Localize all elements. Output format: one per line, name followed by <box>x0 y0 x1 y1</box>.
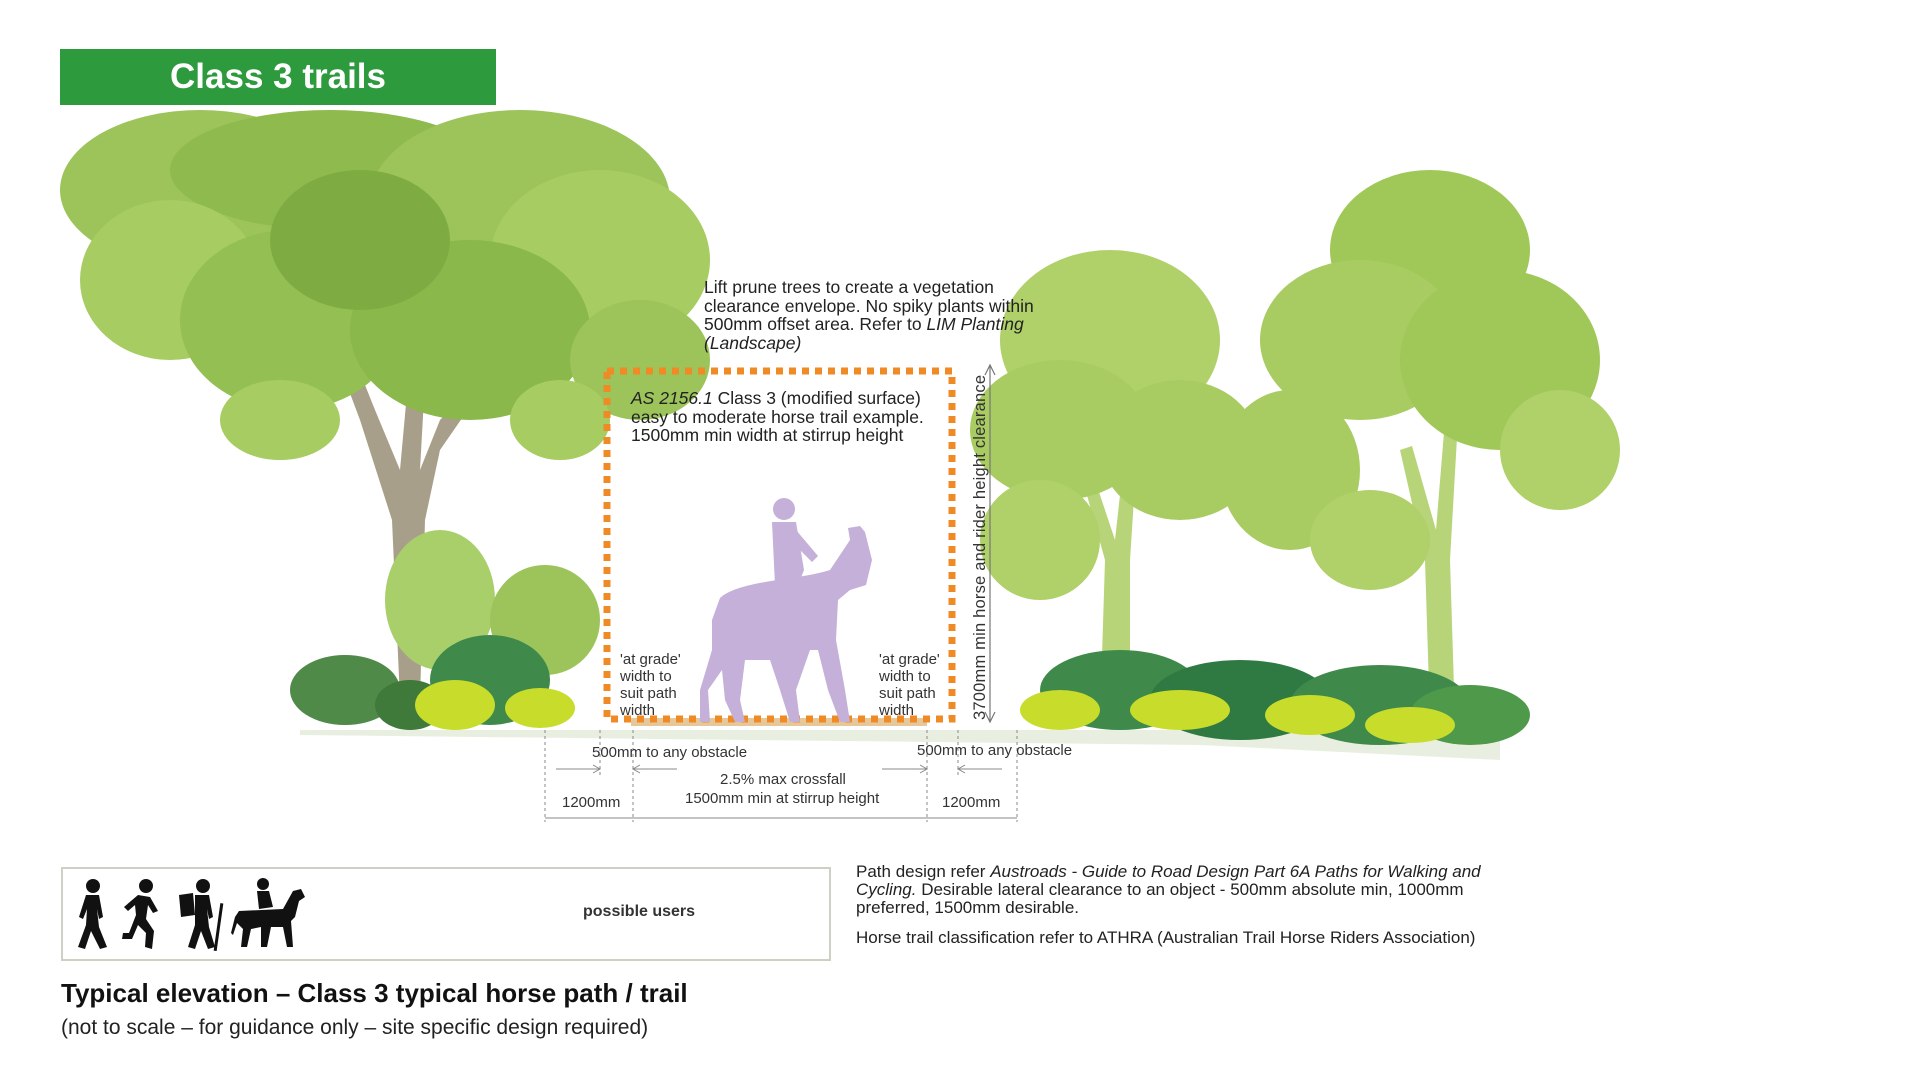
left-eucalyptus-tree <box>60 110 710 700</box>
at-grade-right-line-1: 'at grade' <box>879 651 940 668</box>
standard-note-line-2: easy to moderate horse trail example. <box>631 406 924 427</box>
dim-right-label: 1200mm <box>942 794 1001 811</box>
horse-trail-reference: Horse trail classification refer to ATHRA (Australian Trail Horse Riders Association) <box>856 928 1476 947</box>
at-grade-right-line-3: suit path <box>879 685 936 702</box>
prune-note-line-4 <box>704 334 1064 353</box>
prune-note-line-3a: 500mm offset area. Refer to <box>704 314 927 334</box>
right-trees <box>970 170 1620 745</box>
trail-surface <box>631 718 927 726</box>
min-width-label: 1500mm min at stirrup height <box>685 790 880 807</box>
path-ref-clearance-2: preferred, 1500mm desirable. <box>856 898 1080 917</box>
prune-note-reference: LIM Planting <box>926 314 1024 334</box>
crossfall-label: 2.5% max crossfall <box>720 771 846 788</box>
path-ref-document-2: Cycling. <box>856 880 917 899</box>
height-clearance-label: 3700mm min horse and rider height clearance <box>971 374 989 720</box>
prune-note-line-3 <box>704 315 1064 334</box>
at-grade-left-line-1: 'at grade' <box>620 651 681 668</box>
path-ref-prefix: Path design refer <box>856 862 991 881</box>
possible-users-panel <box>61 867 831 961</box>
path-ref-document: Austroads - Guide to Road Design Part 6A Paths for Walking and <box>990 862 1481 881</box>
prune-note-line-1: Lift prune trees to create a vegetation <box>704 277 994 297</box>
path-ref-clearance: Desirable lateral clearance to an object - 500mm absolute min, 1000mm <box>916 880 1464 899</box>
at-grade-right-label <box>879 651 940 719</box>
at-grade-right-line-4: width <box>879 702 915 719</box>
obstacle-left-label: 500mm to any obstacle <box>592 744 748 761</box>
obstacle-right-label: 500mm to any obstacle <box>917 742 1073 759</box>
prune-note-line-2: clearance envelope. No spiky plants within <box>704 295 1034 316</box>
horse-rider-silhouette <box>700 498 872 722</box>
at-grade-right-line-2: width to <box>879 668 931 685</box>
standard-note-line-3: 1500mm min width at stirrup height <box>631 425 904 445</box>
standard-ref: AS 2156.1 <box>631 388 713 408</box>
figure-caption-title: Typical elevation – Class 3 typical horse path / trail <box>61 978 688 1008</box>
standard-note <box>631 389 951 445</box>
at-grade-left-line-4: width <box>620 702 656 719</box>
at-grade-left-label <box>620 651 681 719</box>
figure-caption-subtitle: (not to scale – for guidance only – site specific design required) <box>61 1016 649 1039</box>
standard-class: Class 3 (modified surface) <box>712 388 921 408</box>
at-grade-left-line-3: suit path <box>620 685 677 702</box>
runner-icon <box>118 877 168 951</box>
page-title: Class 3 trails <box>170 57 386 96</box>
hiker-icon <box>173 877 228 951</box>
prune-note <box>704 278 1064 352</box>
path-design-reference <box>856 863 1556 917</box>
prune-note-reference-2: (Landscape) <box>704 332 802 353</box>
horse-rider-icon <box>231 877 311 951</box>
at-grade-left-line-2: width to <box>620 668 672 685</box>
standard-note-line-1 <box>631 389 951 408</box>
left-shrubs <box>290 530 600 730</box>
possible-users-label: possible users <box>583 903 696 920</box>
dim-left-label: 1200mm <box>562 794 621 811</box>
walker-icon <box>69 877 119 951</box>
